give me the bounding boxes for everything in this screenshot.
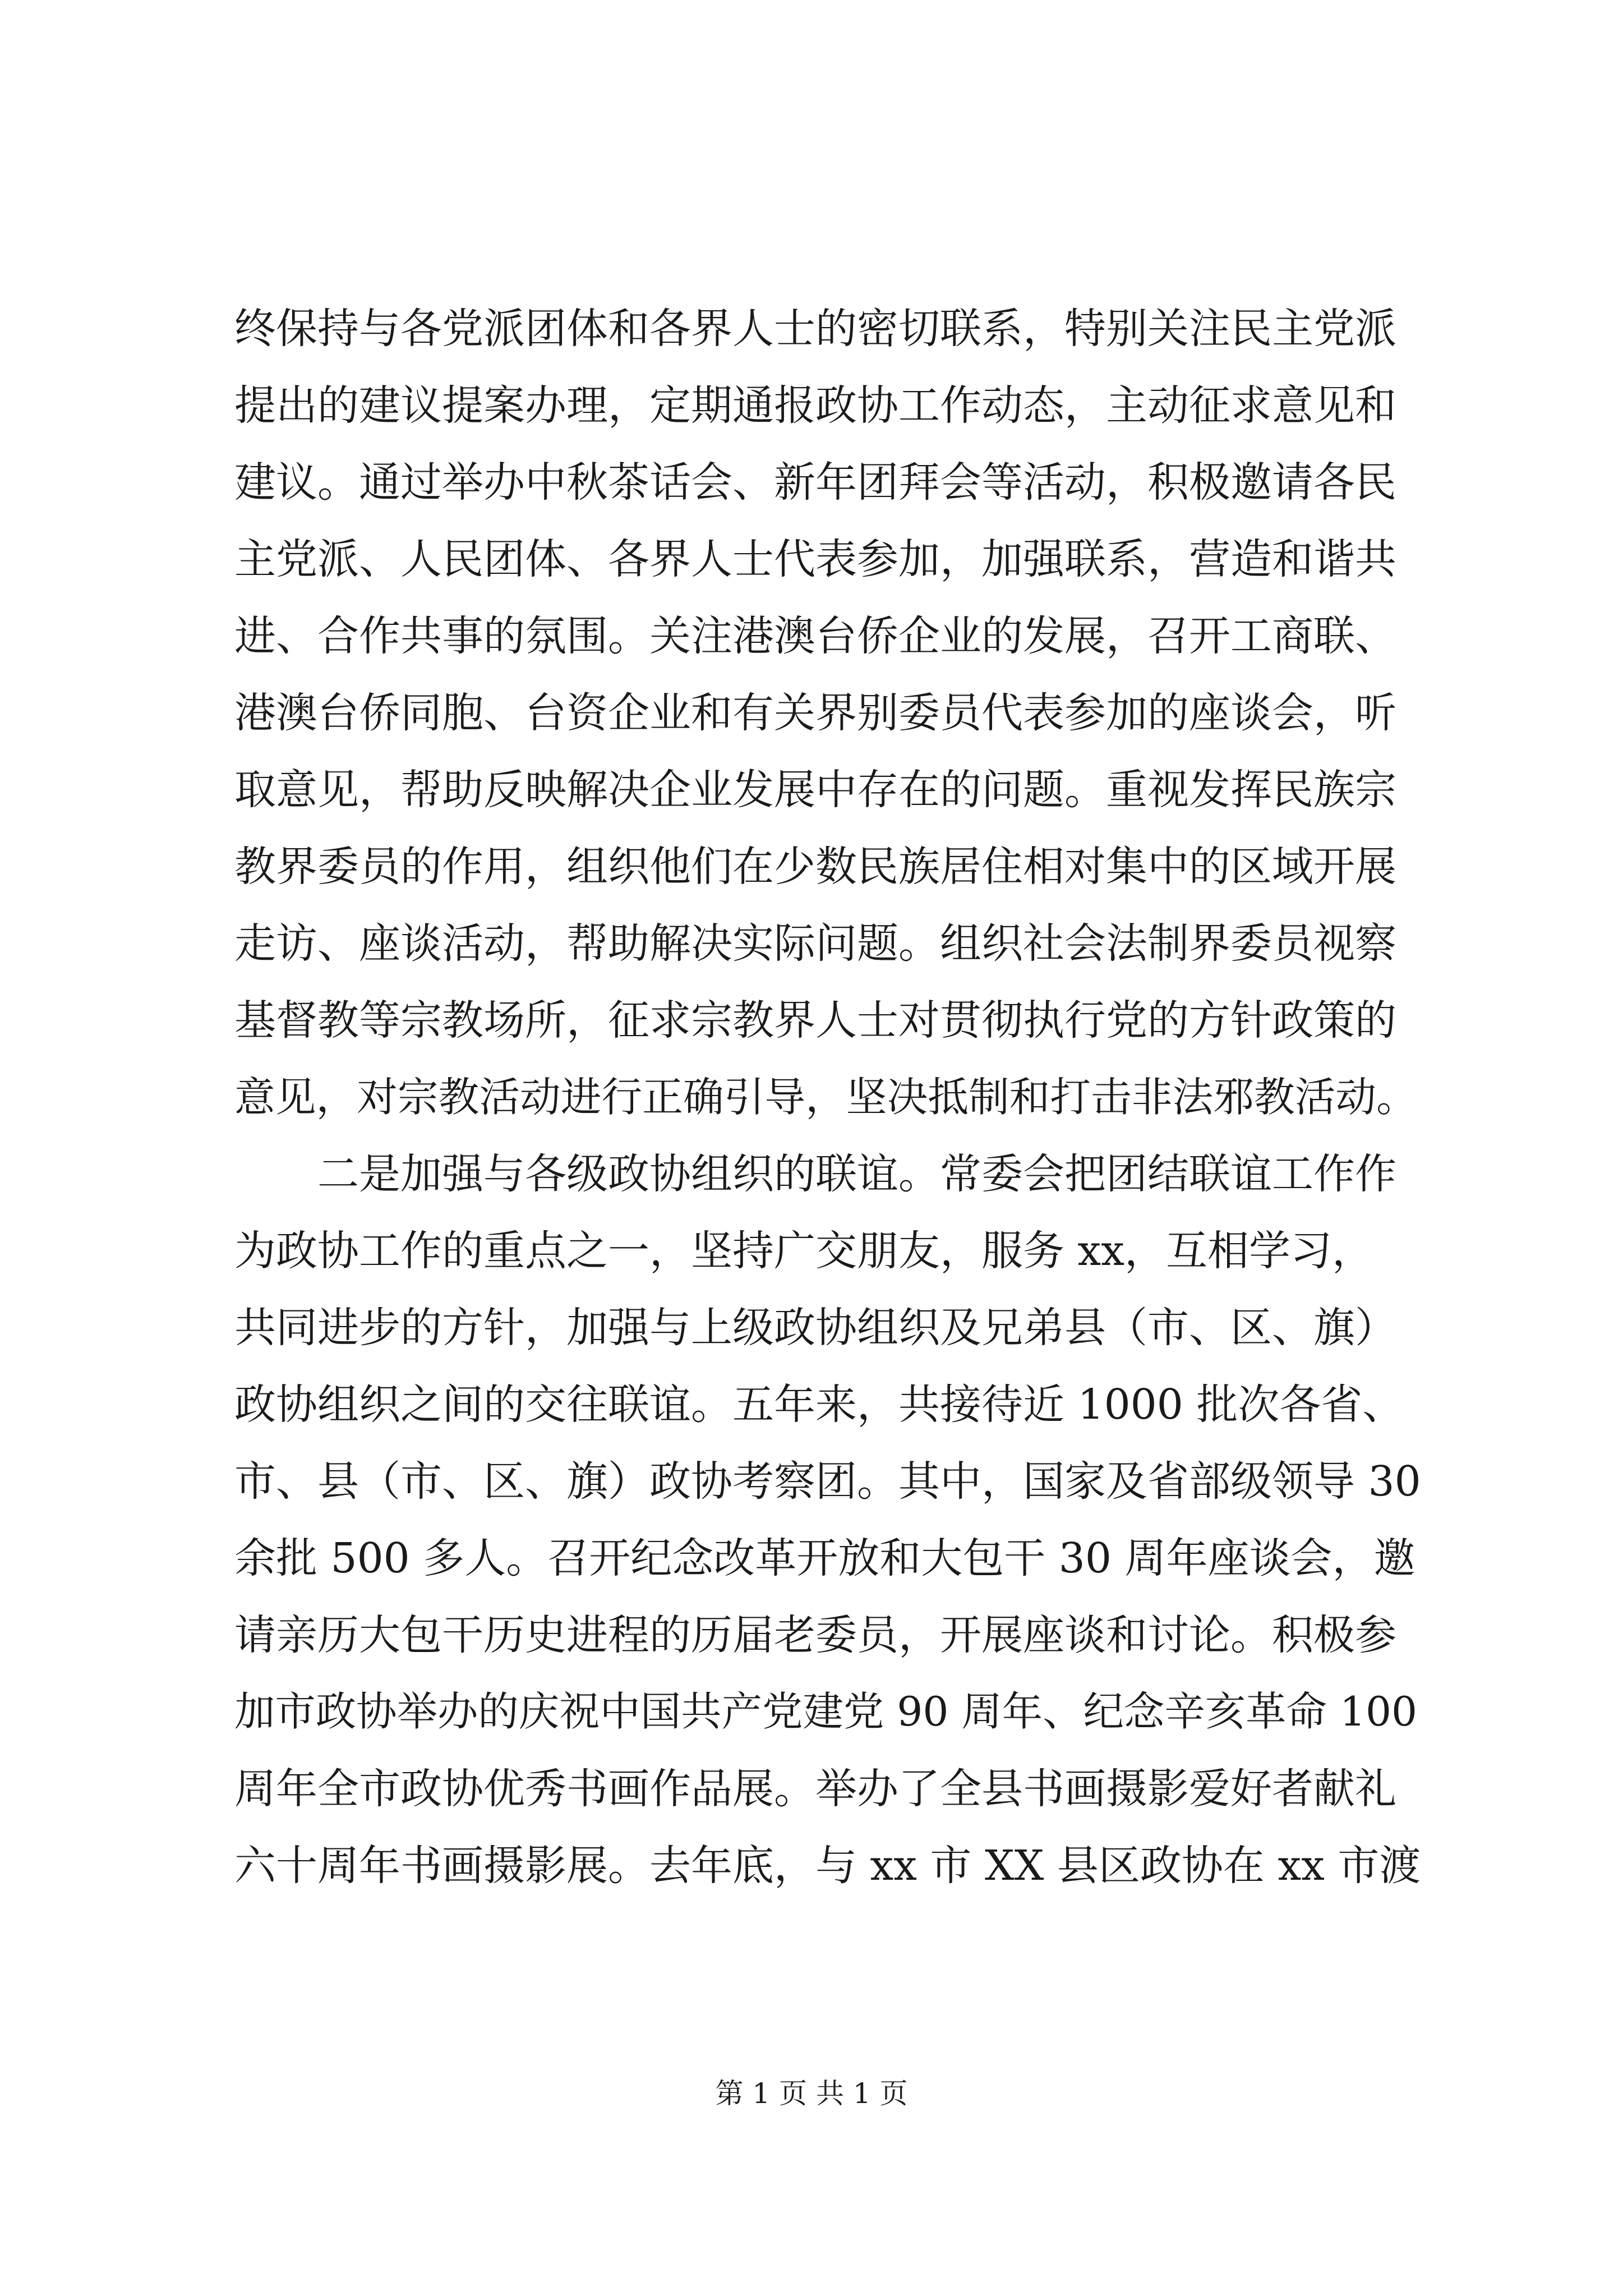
text-line: 主党派、人民团体、各界人士代表参加，加强联系，营造和谐共 [234,535,1396,583]
text-line: 市、县（市、区、旗）政协考察团。其中，国家及省部级领导 30 [234,1457,1421,1506]
text-line: 走访、座谈活动，帮助解决实际问题。组织社会法制界委员视察 [234,919,1396,968]
text-line: 请亲历大包干历史进程的历届老委员，开展座谈和讨论。积极参 [234,1611,1396,1659]
text-line: 终保持与各党派团体和各界人士的密切联系，特别关注民主党派 [234,305,1396,353]
text-line: 提出的建议提案办理，定期通报政协工作动态，主动征求意见和 [234,381,1396,430]
text-line: 港澳台侨同胞、台资企业和有关界别委员代表参加的座谈会，听 [234,689,1396,737]
text-line: 为政协工作的重点之一，坚持广交朋友，服务 xx，互相学习， [234,1227,1373,1275]
text-line: 政协组织之间的交往联谊。五年来，共接待近 1000 批次各省、 [234,1381,1404,1429]
text-line: 余批 500 多人。召开纪念改革开放和大包干 30 周年座谈会，邀 [234,1534,1415,1582]
text-line: 进、合作共事的氛围。关注港澳台侨企业的发展，召开工商联、 [234,612,1396,660]
text-line: 加市政协举办的庆祝中国共产党建党 90 周年、纪念辛亥革命 100 [234,1688,1418,1736]
text-line: 教界委员的作用，组织他们在少数民族居住相对集中的区域开展 [234,843,1396,891]
text-line: 意见，对宗教活动进行正确引导，坚决抵制和打击非法邪教活动。 [234,1074,1417,1121]
body-text [234,291,1423,1904]
text-line: 周年全市政协优秀书画作品展。举办了全县书画摄影爱好者献礼 [234,1765,1396,1813]
text-line: 六十周年书画摄影展。去年底，与 xx 市 XX 县区政协在 xx 市渡 [234,1842,1421,1890]
text-line: 建议。通过举办中秋茶话会、新年团拜会等活动，积极邀请各民 [234,458,1396,507]
text-line: 二是加强与各级政协组织的联谊。常委会把团结联谊工作作 [234,1150,1396,1198]
text-line: 基督教等宗教场所，征求宗教界人士对贯彻执行党的方针政策的 [234,996,1396,1045]
text-line: 共同进步的方针，加强与上级政协组织及兄弟县（市、区、旗） [234,1304,1396,1352]
text-line: 取意见，帮助反映解决企业发展中存在的问题。重视发挥民族宗 [234,766,1396,814]
page-number-footer: 第 1 页 共 1 页 [715,2077,908,2110]
